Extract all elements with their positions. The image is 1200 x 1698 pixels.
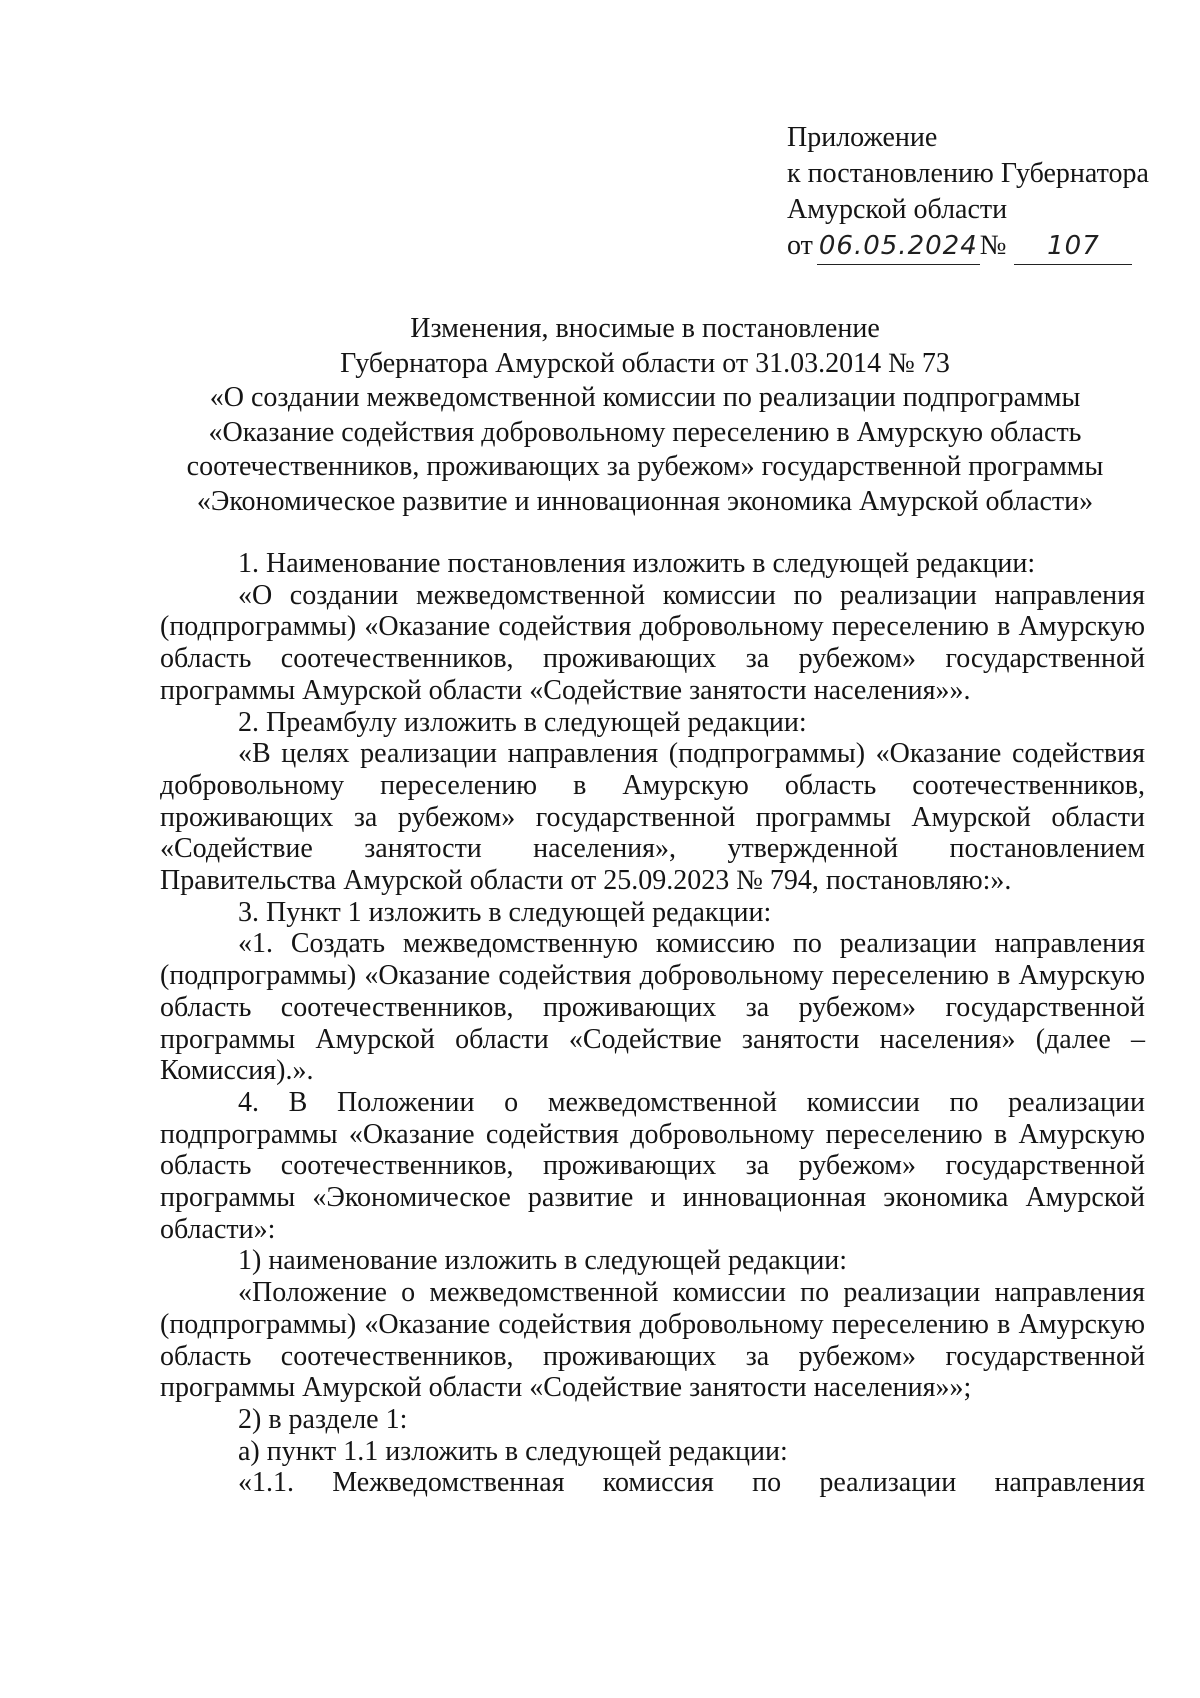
heading-line: «Экономическое развитие и инновационная экономика Амурской области» (196, 485, 1094, 517)
paragraph-item-2: 2. Преамбулу изложить в следующей редакции: (238, 706, 807, 738)
paragraph-subitem-a: а) пункт 1.1 изложить в следующей редакции: (238, 1435, 788, 1467)
heading-line: «Оказание содействия добровольному переселению в Амурскую область (208, 416, 1082, 448)
appendix-block (787, 120, 1187, 265)
last-line-word: Межведомственная (332, 1467, 565, 1499)
heading-line: соотечественников, проживающих за рубежом» государственной программы (186, 451, 1104, 482)
handwritten-date: 06.05.2024 (817, 228, 980, 265)
heading-line: «О создании межведомственной комиссии по реализации подпрограммы (209, 382, 1081, 413)
paragraph-quote-4: «Положение о межведомственной комиссии по реализации направления (подпрограммы) «Оказание содействия добровольному переселению в Амурскую область соотечественников, проживающих за рубежом» государственной программы Амурской области «Содействие занятости населения»»; (160, 1277, 1145, 1404)
paragraph-quote-1: «О создании межведомственной комиссии по реализации направления (подпрограммы) «Оказание содействия добровольному переселению в Амурскую область соотечественников, проживающих за рубежом» государственной программы Амурской области «Содействие занятости населения»». (160, 579, 1145, 706)
last-line-word: комиссия (602, 1467, 714, 1499)
paragraph-quote-2: «В целях реализации направления (подпрограммы) «Оказание содействия добровольному переселению в Амурскую область соотечественников, проживающих за рубежом» государственной программы Амурской области «Содействие занятости населения», утвержденной постановлением Правительства Амурской области от 25.09.2023 № 794, постановляю:». (160, 738, 1145, 897)
paragraph-item-1: 1. Наименование постановления изложить в следующей редакции: (238, 548, 1036, 579)
handwritten-number: 107 (1014, 228, 1132, 265)
appendix-reference: к постановлению Губернатора (787, 158, 1149, 189)
paragraph-subitem-1: 1) наименование изложить в следующей редакции: (238, 1245, 848, 1277)
last-line-word: реализации (819, 1467, 957, 1499)
appendix-date-line (787, 228, 1187, 265)
last-line-word: «1.1. (238, 1467, 294, 1499)
document-heading (165, 312, 1125, 519)
document-body (160, 548, 1145, 1499)
last-line-word: по (752, 1467, 782, 1499)
date-prefix: от (787, 230, 813, 261)
paragraph-item-3: 3. Пункт 1 изложить в следующей редакции: (238, 896, 772, 928)
paragraph-quote-3: «1. Создать межведомственную комиссию по реализации направления (подпрограммы) «Оказание содействия добровольному переселению в Амурскую область соотечественников, проживающих за рубежом» государственной программы Амурской области «Содействие занятости населения» (далее – Комиссия).». (160, 928, 1145, 1087)
paragraph-subitem-2: 2) в разделе 1: (238, 1403, 408, 1435)
last-line-word: направления (994, 1467, 1145, 1499)
paragraph-item-4: 4. В Положении о межведомственной комиссии по реализации подпрограммы «Оказание содействия добровольному переселению в Амурскую область соотечественников, проживающих за рубежом» государственной программы «Экономическое развитие и инновационная экономика Амурской области»: (160, 1086, 1145, 1245)
appendix-region: Амурской области (787, 194, 1008, 225)
paragraph-quote-5-start (160, 1467, 1145, 1499)
heading-line: Изменения, вносимые в постановление (410, 313, 880, 344)
heading-line: Губернатора Амурской области от 31.03.2014 № 73 (340, 347, 950, 379)
number-sign: № (979, 230, 1007, 261)
appendix-title: Приложение (787, 122, 938, 153)
